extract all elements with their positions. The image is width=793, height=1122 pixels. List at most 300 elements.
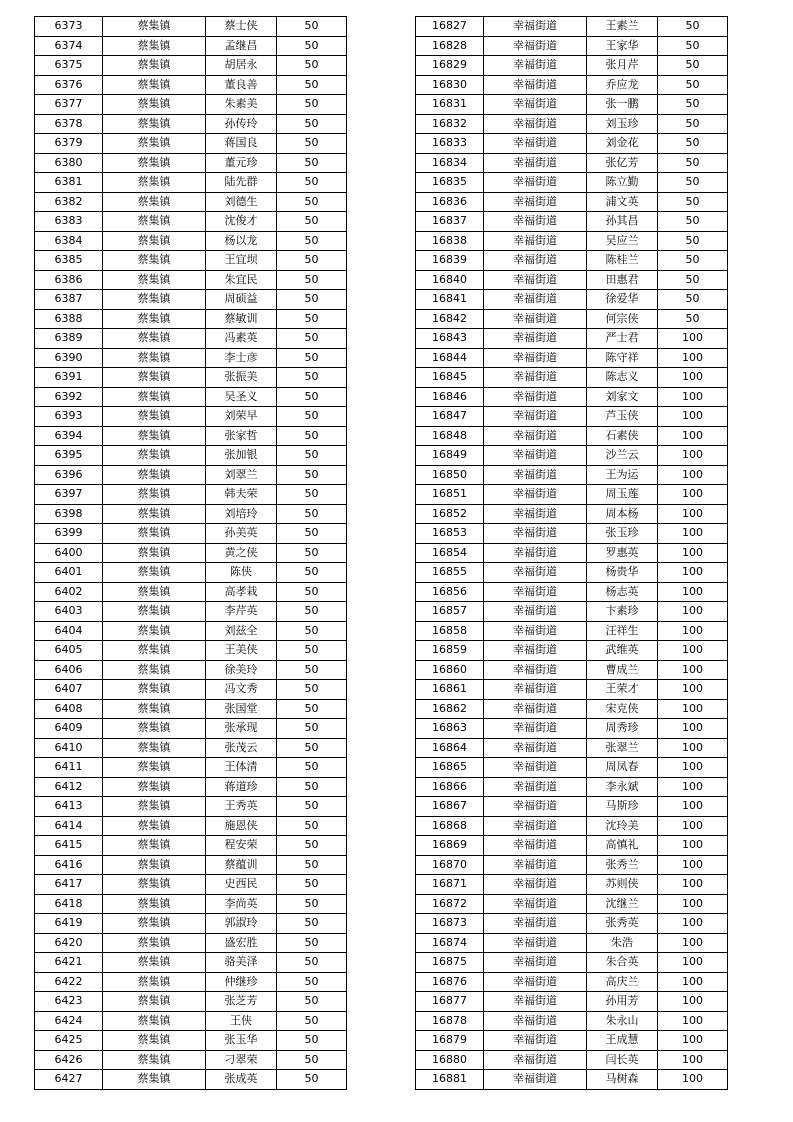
- table-row: [416, 875, 728, 895]
- table-row: [416, 816, 728, 836]
- amount-cell: 100: [658, 1050, 728, 1070]
- roster-table-left: [34, 16, 347, 1090]
- record-id-cell: 16875: [416, 953, 484, 973]
- person-name-cell: 盛宏胜: [206, 933, 277, 953]
- table-row: [416, 387, 728, 407]
- record-id-cell: 16847: [416, 407, 484, 427]
- record-id-cell: 16836: [416, 192, 484, 212]
- person-name-cell: 仲继珍: [206, 972, 277, 992]
- person-name-cell: 刘家文: [587, 387, 658, 407]
- town-cell: 蔡集镇: [103, 387, 206, 407]
- amount-cell: 50: [658, 56, 728, 76]
- record-id-cell: 6403: [35, 602, 103, 622]
- town-cell: 幸福街道: [484, 797, 587, 817]
- person-name-cell: 孙美英: [206, 524, 277, 544]
- amount-cell: 50: [277, 329, 347, 349]
- record-id-cell: 6409: [35, 719, 103, 739]
- record-id-cell: 6399: [35, 524, 103, 544]
- person-name-cell: 王素兰: [587, 17, 658, 37]
- town-cell: 蔡集镇: [103, 231, 206, 251]
- person-name-cell: 史西民: [206, 875, 277, 895]
- record-id-cell: 16844: [416, 348, 484, 368]
- table-row: [416, 758, 728, 778]
- record-id-cell: 6424: [35, 1011, 103, 1031]
- table-row: [416, 992, 728, 1012]
- town-cell: 蔡集镇: [103, 855, 206, 875]
- person-name-cell: 严士君: [587, 329, 658, 349]
- amount-cell: 100: [658, 894, 728, 914]
- record-id-cell: 16879: [416, 1031, 484, 1051]
- person-name-cell: 张承现: [206, 719, 277, 739]
- town-cell: 幸福街道: [484, 875, 587, 895]
- table-row: [416, 407, 728, 427]
- record-id-cell: 16830: [416, 75, 484, 95]
- town-cell: 幸福街道: [484, 699, 587, 719]
- record-id-cell: 16829: [416, 56, 484, 76]
- person-name-cell: 刘玉珍: [587, 114, 658, 134]
- town-cell: 幸福街道: [484, 75, 587, 95]
- amount-cell: 50: [277, 914, 347, 934]
- person-name-cell: 朱合英: [587, 953, 658, 973]
- town-cell: 幸福街道: [484, 660, 587, 680]
- table-row: [35, 192, 347, 212]
- record-id-cell: 16857: [416, 602, 484, 622]
- amount-cell: 100: [658, 953, 728, 973]
- town-cell: 幸福街道: [484, 816, 587, 836]
- person-name-cell: 张秀英: [587, 914, 658, 934]
- amount-cell: 50: [658, 173, 728, 193]
- table-row: [35, 855, 347, 875]
- amount-cell: 50: [658, 75, 728, 95]
- person-name-cell: 徐爱华: [587, 290, 658, 310]
- person-name-cell: 蒋国良: [206, 134, 277, 154]
- table-row: [35, 134, 347, 154]
- table-row: [416, 719, 728, 739]
- table-row: [35, 894, 347, 914]
- amount-cell: 50: [277, 251, 347, 271]
- town-cell: 幸福街道: [484, 485, 587, 505]
- town-cell: 幸福街道: [484, 290, 587, 310]
- record-id-cell: 6406: [35, 660, 103, 680]
- person-name-cell: 田惠君: [587, 270, 658, 290]
- amount-cell: 100: [658, 543, 728, 563]
- town-cell: 蔡集镇: [103, 582, 206, 602]
- record-id-cell: 16842: [416, 309, 484, 329]
- person-name-cell: 杨贵华: [587, 563, 658, 583]
- record-id-cell: 6391: [35, 368, 103, 388]
- town-cell: 蔡集镇: [103, 719, 206, 739]
- table-row: [416, 680, 728, 700]
- amount-cell: 50: [277, 290, 347, 310]
- table-row: [416, 972, 728, 992]
- amount-cell: 50: [658, 231, 728, 251]
- table-row: [416, 17, 728, 37]
- town-cell: 蔡集镇: [103, 972, 206, 992]
- person-name-cell: 张秀兰: [587, 855, 658, 875]
- amount-cell: 50: [277, 485, 347, 505]
- person-name-cell: 张一鹏: [587, 95, 658, 115]
- table-row: [416, 797, 728, 817]
- person-name-cell: 张成英: [206, 1070, 277, 1090]
- record-id-cell: 6373: [35, 17, 103, 37]
- town-cell: 蔡集镇: [103, 680, 206, 700]
- record-id-cell: 16854: [416, 543, 484, 563]
- record-id-cell: 16852: [416, 504, 484, 524]
- person-name-cell: 韩夫荣: [206, 485, 277, 505]
- amount-cell: 50: [277, 894, 347, 914]
- record-id-cell: 16848: [416, 426, 484, 446]
- town-cell: 幸福街道: [484, 680, 587, 700]
- town-cell: 幸福街道: [484, 582, 587, 602]
- table-row: [416, 75, 728, 95]
- record-id-cell: 6422: [35, 972, 103, 992]
- amount-cell: 50: [277, 758, 347, 778]
- person-name-cell: 高孝栽: [206, 582, 277, 602]
- town-cell: 幸福街道: [484, 407, 587, 427]
- record-id-cell: 6425: [35, 1031, 103, 1051]
- person-name-cell: 芦玉侠: [587, 407, 658, 427]
- amount-cell: 50: [277, 270, 347, 290]
- town-cell: 蔡集镇: [103, 777, 206, 797]
- town-cell: 蔡集镇: [103, 641, 206, 661]
- town-cell: 蔡集镇: [103, 563, 206, 583]
- table-row: [35, 153, 347, 173]
- town-cell: 幸福街道: [484, 192, 587, 212]
- town-cell: 蔡集镇: [103, 407, 206, 427]
- amount-cell: 100: [658, 387, 728, 407]
- record-id-cell: 6390: [35, 348, 103, 368]
- town-cell: 幸福街道: [484, 933, 587, 953]
- amount-cell: 50: [277, 582, 347, 602]
- amount-cell: 100: [658, 504, 728, 524]
- person-name-cell: 刘荣早: [206, 407, 277, 427]
- town-cell: 蔡集镇: [103, 992, 206, 1012]
- amount-cell: 50: [277, 504, 347, 524]
- table-row: [35, 465, 347, 485]
- record-id-cell: 16828: [416, 36, 484, 56]
- amount-cell: 100: [658, 641, 728, 661]
- person-name-cell: 马树森: [587, 1070, 658, 1090]
- person-name-cell: 王家华: [587, 36, 658, 56]
- record-id-cell: 6377: [35, 95, 103, 115]
- town-cell: 幸福街道: [484, 894, 587, 914]
- person-name-cell: 周玉莲: [587, 485, 658, 505]
- person-name-cell: 张月芹: [587, 56, 658, 76]
- table-row: [416, 134, 728, 154]
- amount-cell: 50: [277, 738, 347, 758]
- record-id-cell: 6376: [35, 75, 103, 95]
- town-cell: 蔡集镇: [103, 738, 206, 758]
- town-cell: 幸福街道: [484, 914, 587, 934]
- amount-cell: 50: [658, 309, 728, 329]
- record-id-cell: 16851: [416, 485, 484, 505]
- amount-cell: 50: [277, 621, 347, 641]
- person-name-cell: 施恩侠: [206, 816, 277, 836]
- amount-cell: 100: [658, 933, 728, 953]
- town-cell: 蔡集镇: [103, 329, 206, 349]
- table-row: [35, 524, 347, 544]
- town-cell: 蔡集镇: [103, 192, 206, 212]
- record-id-cell: 16846: [416, 387, 484, 407]
- town-cell: 幸福街道: [484, 348, 587, 368]
- amount-cell: 50: [277, 134, 347, 154]
- person-name-cell: 孙用芳: [587, 992, 658, 1012]
- person-name-cell: 蔡蕴训: [206, 855, 277, 875]
- record-id-cell: 16827: [416, 17, 484, 37]
- table-row: [35, 17, 347, 37]
- person-name-cell: 蔡敏训: [206, 309, 277, 329]
- town-cell: 幸福街道: [484, 446, 587, 466]
- amount-cell: 100: [658, 621, 728, 641]
- amount-cell: 50: [277, 173, 347, 193]
- person-name-cell: 蔡士侠: [206, 17, 277, 37]
- town-cell: 幸福街道: [484, 836, 587, 856]
- record-id-cell: 6396: [35, 465, 103, 485]
- table-row: [35, 329, 347, 349]
- person-name-cell: 杨以龙: [206, 231, 277, 251]
- town-cell: 幸福街道: [484, 719, 587, 739]
- person-name-cell: 吴应兰: [587, 231, 658, 251]
- person-name-cell: 张亿芳: [587, 153, 658, 173]
- person-name-cell: 蒋道珍: [206, 777, 277, 797]
- town-cell: 幸福街道: [484, 953, 587, 973]
- person-name-cell: 罗惠英: [587, 543, 658, 563]
- table-row: [35, 231, 347, 251]
- record-id-cell: 6393: [35, 407, 103, 427]
- person-name-cell: 王体清: [206, 758, 277, 778]
- record-id-cell: 16835: [416, 173, 484, 193]
- table-row: [416, 1070, 728, 1090]
- person-name-cell: 张家哲: [206, 426, 277, 446]
- amount-cell: 100: [658, 348, 728, 368]
- record-id-cell: 6417: [35, 875, 103, 895]
- table-row: [35, 914, 347, 934]
- person-name-cell: 高慎礼: [587, 836, 658, 856]
- person-name-cell: 王美侠: [206, 641, 277, 661]
- table-row: [416, 836, 728, 856]
- table-row: [35, 1011, 347, 1031]
- town-cell: 蔡集镇: [103, 446, 206, 466]
- person-name-cell: 陈志义: [587, 368, 658, 388]
- table-row: [35, 777, 347, 797]
- person-name-cell: 王为运: [587, 465, 658, 485]
- person-name-cell: 陈守祥: [587, 348, 658, 368]
- table-row: [416, 329, 728, 349]
- town-cell: 幸福街道: [484, 36, 587, 56]
- record-id-cell: 6398: [35, 504, 103, 524]
- roster-table-right: [415, 16, 728, 1090]
- amount-cell: 50: [277, 17, 347, 37]
- table-row: [35, 719, 347, 739]
- table-row: [416, 1050, 728, 1070]
- record-id-cell: 16866: [416, 777, 484, 797]
- table-row: [35, 1050, 347, 1070]
- roster-table-left-body: [35, 17, 347, 1090]
- town-cell: 蔡集镇: [103, 1050, 206, 1070]
- person-name-cell: 孙传玲: [206, 114, 277, 134]
- person-name-cell: 汪祥生: [587, 621, 658, 641]
- amount-cell: 50: [277, 426, 347, 446]
- person-name-cell: 周硕益: [206, 290, 277, 310]
- record-id-cell: 16839: [416, 251, 484, 271]
- record-id-cell: 16849: [416, 446, 484, 466]
- town-cell: 蔡集镇: [103, 270, 206, 290]
- amount-cell: 50: [277, 602, 347, 622]
- record-id-cell: 16834: [416, 153, 484, 173]
- amount-cell: 100: [658, 777, 728, 797]
- amount-cell: 50: [277, 309, 347, 329]
- person-name-cell: 李士彦: [206, 348, 277, 368]
- table-row: [416, 348, 728, 368]
- person-name-cell: 刘金花: [587, 134, 658, 154]
- table-row: [35, 816, 347, 836]
- person-name-cell: 沈玲美: [587, 816, 658, 836]
- amount-cell: 50: [277, 465, 347, 485]
- table-row: [416, 621, 728, 641]
- town-cell: 蔡集镇: [103, 426, 206, 446]
- person-name-cell: 曹成兰: [587, 660, 658, 680]
- person-name-cell: 骆美泽: [206, 953, 277, 973]
- amount-cell: 50: [277, 855, 347, 875]
- table-row: [35, 290, 347, 310]
- amount-cell: 100: [658, 563, 728, 583]
- table-row: [416, 368, 728, 388]
- town-cell: 蔡集镇: [103, 75, 206, 95]
- amount-cell: 50: [277, 75, 347, 95]
- town-cell: 幸福街道: [484, 602, 587, 622]
- person-name-cell: 程安荣: [206, 836, 277, 856]
- person-name-cell: 张芝芳: [206, 992, 277, 1012]
- table-row: [416, 446, 728, 466]
- amount-cell: 100: [658, 426, 728, 446]
- record-id-cell: 6384: [35, 231, 103, 251]
- amount-cell: 50: [658, 212, 728, 232]
- table-row: [35, 1031, 347, 1051]
- person-name-cell: 董元珍: [206, 153, 277, 173]
- table-row: [416, 660, 728, 680]
- town-cell: 幸福街道: [484, 251, 587, 271]
- town-cell: 幸福街道: [484, 563, 587, 583]
- record-id-cell: 6427: [35, 1070, 103, 1090]
- person-name-cell: 浦文英: [587, 192, 658, 212]
- table-row: [35, 446, 347, 466]
- table-row: [35, 251, 347, 271]
- amount-cell: 50: [658, 114, 728, 134]
- person-name-cell: 高庆兰: [587, 972, 658, 992]
- record-id-cell: 16838: [416, 231, 484, 251]
- person-name-cell: 李永斌: [587, 777, 658, 797]
- person-name-cell: 胡居永: [206, 56, 277, 76]
- record-id-cell: 16869: [416, 836, 484, 856]
- town-cell: 蔡集镇: [103, 914, 206, 934]
- record-id-cell: 16863: [416, 719, 484, 739]
- table-row: [416, 485, 728, 505]
- table-row: [416, 309, 728, 329]
- person-name-cell: 王秀英: [206, 797, 277, 817]
- amount-cell: 100: [658, 797, 728, 817]
- record-id-cell: 16876: [416, 972, 484, 992]
- town-cell: 蔡集镇: [103, 251, 206, 271]
- town-cell: 蔡集镇: [103, 524, 206, 544]
- record-id-cell: 16831: [416, 95, 484, 115]
- amount-cell: 50: [277, 95, 347, 115]
- town-cell: 蔡集镇: [103, 816, 206, 836]
- amount-cell: 50: [277, 953, 347, 973]
- amount-cell: 50: [277, 972, 347, 992]
- town-cell: 蔡集镇: [103, 660, 206, 680]
- record-id-cell: 6400: [35, 543, 103, 563]
- person-name-cell: 刘翠兰: [206, 465, 277, 485]
- town-cell: 蔡集镇: [103, 1070, 206, 1090]
- amount-cell: 100: [658, 699, 728, 719]
- person-name-cell: 李尚英: [206, 894, 277, 914]
- town-cell: 幸福街道: [484, 738, 587, 758]
- amount-cell: 100: [658, 914, 728, 934]
- table-row: [416, 1011, 728, 1031]
- town-cell: 蔡集镇: [103, 797, 206, 817]
- amount-cell: 50: [277, 680, 347, 700]
- record-id-cell: 6405: [35, 641, 103, 661]
- table-row: [416, 173, 728, 193]
- record-id-cell: 6382: [35, 192, 103, 212]
- record-id-cell: 6397: [35, 485, 103, 505]
- town-cell: 蔡集镇: [103, 485, 206, 505]
- amount-cell: 50: [658, 95, 728, 115]
- table-row: [416, 1031, 728, 1051]
- amount-cell: 50: [277, 777, 347, 797]
- table-row: [35, 212, 347, 232]
- table-row: [35, 1070, 347, 1090]
- record-id-cell: 6379: [35, 134, 103, 154]
- amount-cell: 50: [277, 114, 347, 134]
- person-name-cell: 冯素英: [206, 329, 277, 349]
- person-name-cell: 苏则侠: [587, 875, 658, 895]
- person-name-cell: 陈侠: [206, 563, 277, 583]
- amount-cell: 50: [277, 387, 347, 407]
- person-name-cell: 王宜坝: [206, 251, 277, 271]
- town-cell: 幸福街道: [484, 1031, 587, 1051]
- amount-cell: 50: [277, 563, 347, 583]
- amount-cell: 50: [658, 270, 728, 290]
- town-cell: 幸福街道: [484, 114, 587, 134]
- table-row: [35, 992, 347, 1012]
- town-cell: 蔡集镇: [103, 465, 206, 485]
- table-row: [416, 563, 728, 583]
- record-id-cell: 6412: [35, 777, 103, 797]
- amount-cell: 50: [277, 231, 347, 251]
- person-name-cell: 石素侠: [587, 426, 658, 446]
- record-id-cell: 6419: [35, 914, 103, 934]
- table-row: [416, 953, 728, 973]
- table-row: [416, 524, 728, 544]
- record-id-cell: 16855: [416, 563, 484, 583]
- amount-cell: 50: [277, 368, 347, 388]
- record-id-cell: 16880: [416, 1050, 484, 1070]
- amount-cell: 100: [658, 1031, 728, 1051]
- record-id-cell: 16833: [416, 134, 484, 154]
- amount-cell: 50: [277, 348, 347, 368]
- town-cell: 蔡集镇: [103, 212, 206, 232]
- amount-cell: 50: [658, 36, 728, 56]
- person-name-cell: 刁翠荣: [206, 1050, 277, 1070]
- person-name-cell: 张振美: [206, 368, 277, 388]
- person-name-cell: 朱浩: [587, 933, 658, 953]
- person-name-cell: 陈桂兰: [587, 251, 658, 271]
- person-name-cell: 张茂云: [206, 738, 277, 758]
- town-cell: 幸福街道: [484, 387, 587, 407]
- amount-cell: 100: [658, 972, 728, 992]
- amount-cell: 50: [277, 699, 347, 719]
